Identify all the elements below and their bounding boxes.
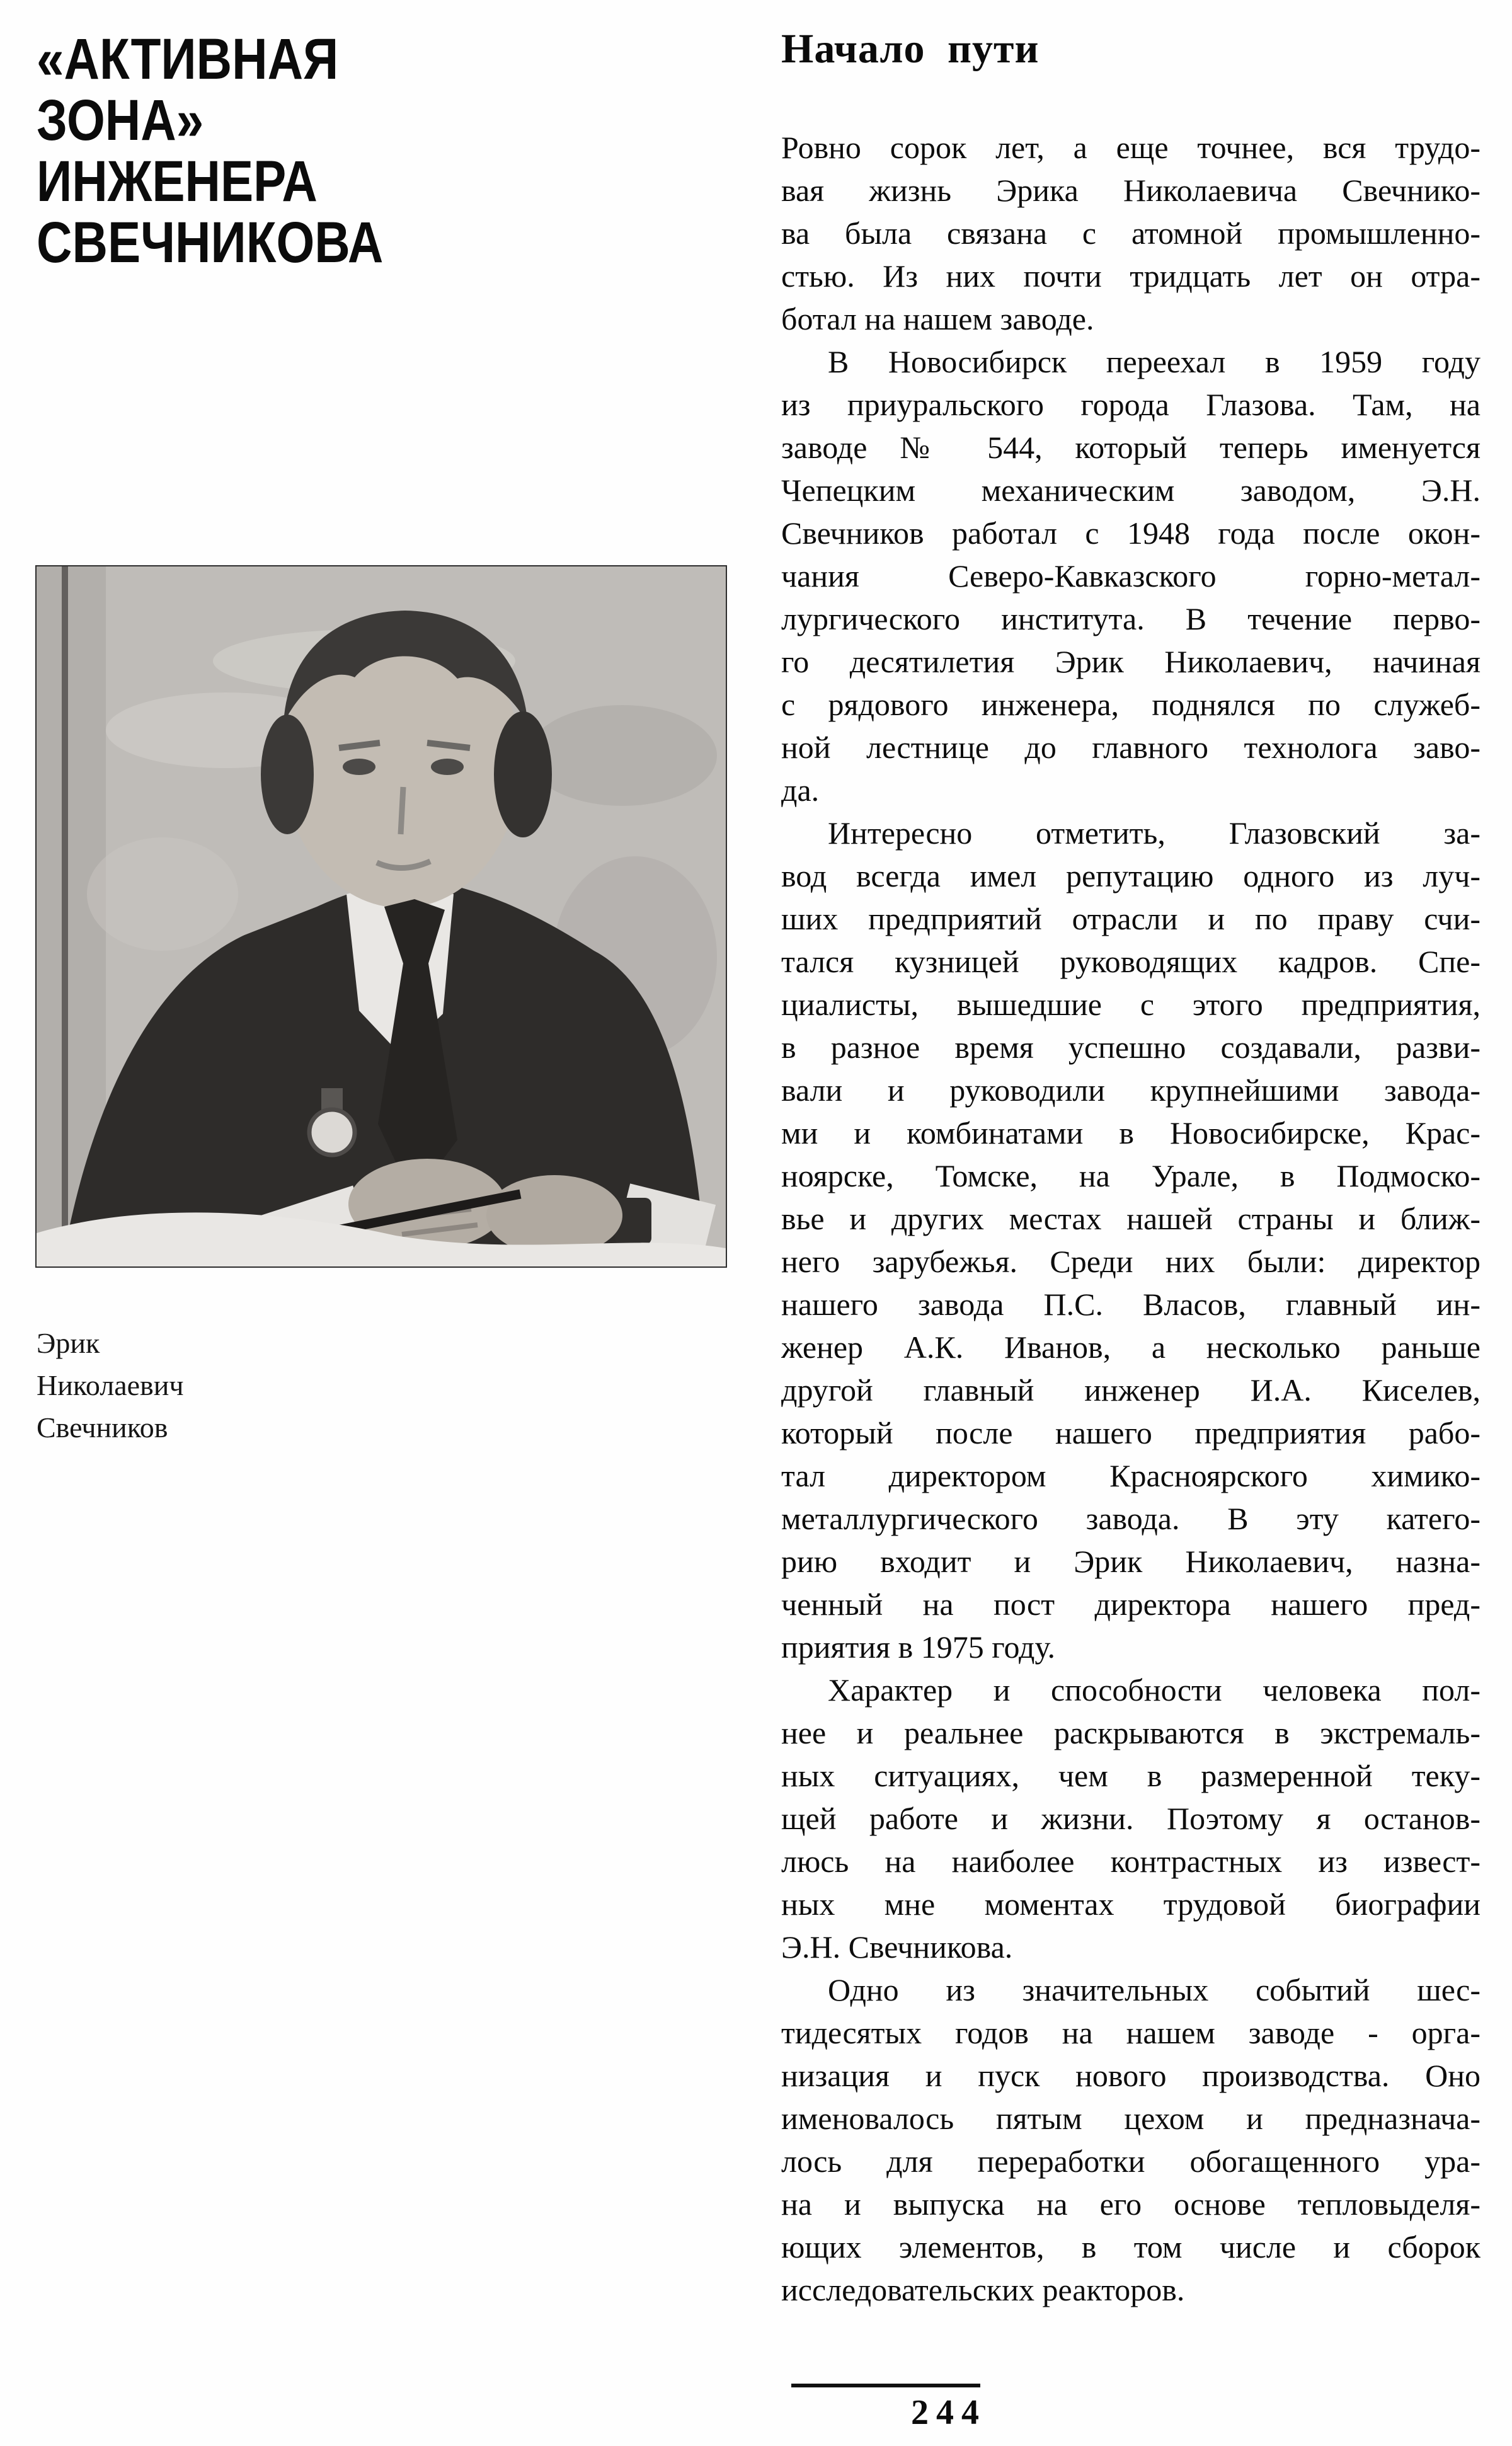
body-paragraph bbox=[781, 1668, 1480, 1968]
body-line: лось для переработки обогащенного ура- bbox=[781, 2144, 1480, 2179]
body-line: Ровно сорок лет, а еще точнее, вся трудо- bbox=[781, 130, 1480, 165]
hair-side bbox=[261, 715, 314, 834]
body-line: низация и пуск нового производства. Оно bbox=[781, 2058, 1480, 2093]
eye bbox=[343, 759, 375, 775]
photo-caption-line: Эрик bbox=[37, 1327, 100, 1359]
body-line: нее и реальнее раскрываются в экстремаль- bbox=[781, 1715, 1480, 1750]
photo-caption-line: Свечников bbox=[37, 1411, 168, 1444]
page-number: 244 bbox=[911, 2393, 987, 2432]
eye bbox=[431, 759, 464, 775]
body-line: люсь на наиболее контрастных из извест- bbox=[781, 1844, 1480, 1879]
body-line: другой главный инженер И.А. Киселев, bbox=[781, 1372, 1480, 1408]
body-line: который после нашего предприятия рабо- bbox=[781, 1415, 1480, 1450]
body-paragraph bbox=[781, 812, 1480, 1668]
body-line: Характер и способности человека пол- bbox=[828, 1672, 1480, 1708]
body-paragraph bbox=[781, 1968, 1480, 2311]
body-line: Интересно отметить, Глазовский за- bbox=[828, 815, 1480, 851]
body-line: тал директором Красноярского химико- bbox=[781, 1458, 1480, 1493]
body-line: из приуральского города Глазова. Там, на bbox=[781, 387, 1480, 422]
wood-grain bbox=[528, 705, 717, 806]
body-line: вье и других местах нашей страны и ближ- bbox=[781, 1201, 1480, 1236]
body-line: го десятилетия Эрик Николаевич, начиная bbox=[781, 644, 1480, 679]
body-line: ших предприятий отрасли и по праву счи- bbox=[781, 901, 1480, 936]
body-line: чания Северо-Кавказского горно-метал- bbox=[781, 558, 1480, 594]
body-paragraph bbox=[781, 126, 1480, 340]
body-line: нашего завода П.С. Власов, главный ин- bbox=[781, 1287, 1480, 1322]
body-line: вали и руководили крупнейшими завода- bbox=[781, 1072, 1480, 1108]
body-line: ченный на пост директора нашего пред- bbox=[781, 1587, 1480, 1622]
body-line: с рядового инженера, поднялся по служеб- bbox=[781, 687, 1480, 722]
footer-rule bbox=[791, 2384, 980, 2387]
body-line: ющих элементов, в том числе и сборок bbox=[781, 2229, 1480, 2265]
body-text bbox=[781, 126, 1480, 2311]
body-line: рию входит и Эрик Николаевич, назна- bbox=[781, 1544, 1480, 1579]
section-heading: Начало пути bbox=[781, 26, 1040, 72]
body-line: да. bbox=[781, 772, 820, 808]
body-line: циалисты, вышедшие с этого предприятия, bbox=[781, 987, 1480, 1022]
body-line: приятия в 1975 году. bbox=[781, 1629, 1055, 1665]
body-line: ных мне моментах трудовой биографии bbox=[781, 1886, 1480, 1922]
body-line: стью. Из них почти тридцать лет он отра- bbox=[781, 258, 1480, 294]
wood-grain bbox=[87, 837, 238, 951]
body-line: женер А.К. Иванов, а несколько раньше bbox=[781, 1329, 1480, 1365]
body-line: тался кузницей руководящих кадров. Спе- bbox=[781, 944, 1480, 979]
portrait-photo-drawing bbox=[37, 566, 726, 1266]
article-title-line: ЗОНА» bbox=[37, 88, 204, 152]
body-line: вод всегда имел репутацию одного из луч- bbox=[781, 858, 1480, 893]
body-paragraph bbox=[781, 340, 1480, 812]
body-line: заводе № 544, который теперь именуется bbox=[781, 430, 1480, 465]
body-line: Э.Н. Свечникова. bbox=[781, 1929, 1013, 1965]
body-line: ной лестнице до главного технолога заво- bbox=[781, 730, 1480, 765]
article-title-line: ИНЖЕНЕРА bbox=[37, 149, 318, 214]
body-line: В Новосибирск переехал в 1959 году bbox=[828, 344, 1480, 379]
body-line: Одно из значительных событий шес- bbox=[828, 1972, 1480, 2007]
article-title-line: СВЕЧНИКОВА bbox=[37, 210, 384, 275]
article-title-line: «АКТИВНАЯ bbox=[37, 27, 339, 91]
body-line: тидесятых годов на нашем заводе - орга- bbox=[781, 2015, 1480, 2050]
body-line: на и выпуска на его основе тепловыделя- bbox=[781, 2186, 1480, 2222]
body-line: ботал на нашем заводе. bbox=[781, 301, 1094, 336]
photo-caption bbox=[37, 1322, 184, 1449]
body-line: ми и комбинатами в Новосибирске, Крас- bbox=[781, 1115, 1480, 1151]
body-line: исследовательских реакторов. bbox=[781, 2272, 1185, 2307]
body-line: металлургического завода. В эту катего- bbox=[781, 1501, 1480, 1536]
body-line: вая жизнь Эрика Николаевича Свечнико- bbox=[781, 173, 1480, 208]
body-line: него зарубежья. Среди них были: директор bbox=[781, 1244, 1480, 1279]
article-title bbox=[37, 29, 444, 273]
body-line: Свечников работал с 1948 года после окон- bbox=[781, 515, 1480, 551]
panel-seam bbox=[62, 566, 68, 1266]
body-line: ноярске, Томске, на Урале, в Подмоско- bbox=[781, 1158, 1480, 1193]
portrait-photo bbox=[37, 566, 726, 1266]
photo-caption-line: Николаевич bbox=[37, 1369, 184, 1401]
medal bbox=[309, 1110, 355, 1155]
body-line: Чепецким механическим заводом, Э.Н. bbox=[781, 473, 1480, 508]
hair-side bbox=[494, 711, 552, 837]
body-line: ных ситуациях, чем в размеренной теку- bbox=[781, 1758, 1480, 1793]
body-line: в разное время успешно создавали, разви- bbox=[781, 1030, 1480, 1065]
body-line: ва была связана с атомной промышленно- bbox=[781, 215, 1480, 251]
body-line: именовалось пятым цехом и предназнача- bbox=[781, 2101, 1480, 2136]
body-line: лургического института. В течение перво- bbox=[781, 601, 1480, 636]
body-line: щей работе и жизни. Поэтому я останов- bbox=[781, 1801, 1480, 1836]
